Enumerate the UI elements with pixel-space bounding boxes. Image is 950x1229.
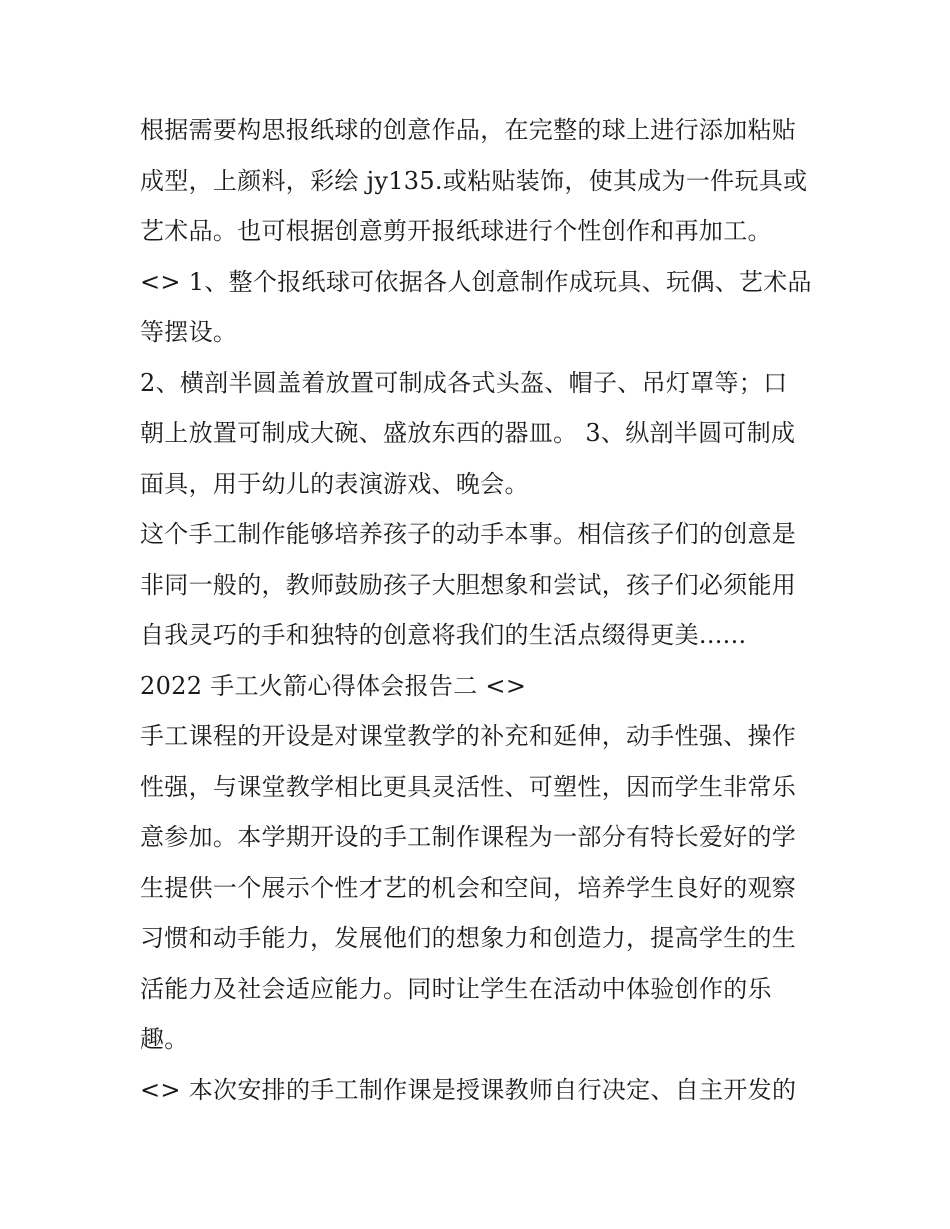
- text-line: 自我灵巧的手和独特的创意将我们的生活点缀得更美......: [140, 621, 747, 649]
- text-line: 2、横剖半圆盖着放置可制成各式头盔、帽子、吊灯罩等；口: [140, 368, 788, 397]
- text-line: 意参加。本学期开设的手工制作课程为一部分有特长爱好的学: [140, 823, 797, 851]
- text-line: 活能力及社会适应能力。同时让学生在活动中体验创作的乐: [140, 974, 772, 1003]
- text-line: 成型，上颜料，彩绘 jy135.或粘贴装饰，使其成为一件玩具或: [140, 166, 808, 195]
- text-line: 趣。: [140, 1025, 189, 1053]
- text-line: 性强，与课堂教学相比更具灵活性、可塑性，因而学生非常乐: [140, 772, 797, 801]
- text-line: 面具，用于幼儿的表演游戏、晚会。: [140, 469, 529, 498]
- text-line: <> 本次安排的手工制作课是授课教师自行决定、自主开发的: [140, 1075, 797, 1104]
- text-line: <> 1、整个报纸球可依据各人创意制作成玩具、玩偶、艺术品: [140, 267, 812, 296]
- document-page: [140, 105, 820, 1115]
- text-line: 习惯和动手能力，发展他们的想象力和创造力，提高学生的生: [140, 924, 797, 952]
- section-heading: 2022 手工火箭心得体会报告二 <>: [140, 671, 527, 700]
- text-line: 朝上放置可制成大碗、盛放东西的器皿。 3、纵剖半圆可制成: [140, 419, 796, 447]
- text-line: 艺术品。也可根据创意剪开报纸球进行个性创作和再加工。: [140, 217, 772, 245]
- text-line: 生提供一个展示个性才艺的机会和空间，培养学生良好的观察: [140, 873, 797, 902]
- text-line: 根据需要构思报纸球的创意作品，在完整的球上进行添加粘贴: [140, 116, 797, 144]
- text-line: 等摆设。: [140, 318, 238, 346]
- text-line: 这个手工制作能够培养孩子的动手本事。相信孩子们的创意是: [140, 520, 797, 548]
- text-line: 手工课程的开设是对课堂教学的补充和延伸，动手性强、操作: [140, 722, 797, 750]
- text-line: 非同一般的，教师鼓励孩子大胆想象和尝试，孩子们必须能用: [140, 570, 797, 599]
